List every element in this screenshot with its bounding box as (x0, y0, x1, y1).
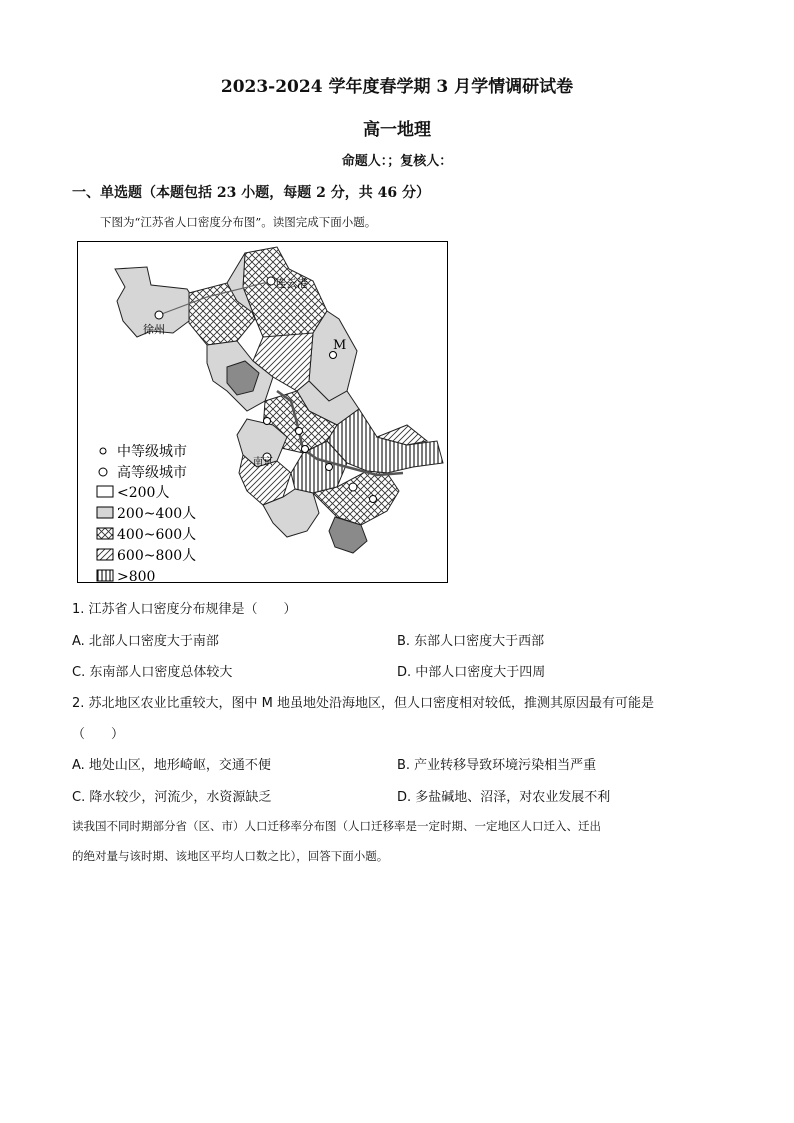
q1-option-d: D. 中部人口密度大于四周 (397, 665, 546, 680)
q1-option-c: C. 东南部人口密度总体较大 (72, 665, 233, 680)
question-2-stem-cont: （ ） (72, 727, 125, 742)
q1-option-a: A. 北部人口密度大于南部 (72, 634, 219, 649)
legend-large-city: 高等级城市 (117, 465, 187, 481)
legend-blank-swatch (97, 486, 113, 497)
legend-lt200: <200人 (117, 485, 170, 501)
city-zhenjiang (302, 446, 309, 453)
migration-intro-line2: 的绝对量与该时期、该地区平均人口数之比），回答下面小题。 (72, 849, 389, 863)
city-xuzhou (155, 311, 163, 319)
migration-intro-line1: 读我国不同时期部分省（区、市）人口迁移率分布图（人口迁移率是一定时期、一定地区人口迁入、迁出 (72, 819, 601, 833)
question-1-stem: 1. 江苏省人口密度分布规律是（ ） (72, 602, 297, 617)
label-lianyungang: 连云港 (275, 277, 308, 290)
city-changzhou (326, 464, 333, 471)
label-m: M (333, 338, 347, 353)
legend-gray-swatch (97, 507, 113, 518)
city-suzhou (349, 483, 357, 491)
exam-title: 2023-2024 学年度春学期 3 月学情调研试卷 (220, 77, 574, 97)
q2-option-c: C. 降水较少，河流少，水资源缺乏 (72, 790, 272, 805)
label-xuzhou: 徐州 (143, 323, 165, 336)
legend-600-800: 600~800人 (117, 548, 197, 564)
city-south-east (370, 496, 377, 503)
label-nanjing: 南京 (253, 457, 273, 468)
map-intro: 下图为“江苏省人口密度分布图”。读图完成下面小题。 (100, 215, 377, 229)
legend-diag-swatch (97, 549, 113, 560)
population-density-map (77, 241, 448, 583)
legend-medium-city-symbol (100, 448, 106, 454)
authors-line: 命题人：；复核人： (341, 154, 453, 169)
q2-option-b: B. 产业转移导致环境污染相当严重 (397, 758, 597, 773)
legend-200-400: 200~400人 (117, 506, 197, 522)
q2-option-a: A. 地处山区，地形崎岖，交通不便 (72, 758, 271, 773)
city-yangzhou (296, 428, 303, 435)
legend-400-600: 400~600人 (117, 527, 197, 543)
legend-gt800: >800 (117, 569, 156, 583)
q1-option-b: B. 东部人口密度大于西部 (397, 634, 545, 649)
subject-title: 高一地理 (363, 120, 431, 140)
legend-vert-swatch (97, 570, 113, 581)
city-central (264, 418, 271, 425)
section-heading: 一、单选题（本题包括 23 小题，每题 2 分，共 46 分） (72, 185, 430, 201)
legend-medium-city: 中等级城市 (117, 444, 187, 460)
question-2-stem: 2. 苏北地区农业比重较大，图中 M 地虽地处沿海地区，但人口密度相对较低，推测其原因最有可能是 (72, 696, 655, 711)
legend-cross-swatch (97, 528, 113, 539)
city-lianyungang (267, 277, 275, 285)
q2-option-d: D. 多盐碱地、沼泽，对农业发展不利 (397, 790, 611, 805)
legend-large-city-symbol (99, 468, 107, 476)
